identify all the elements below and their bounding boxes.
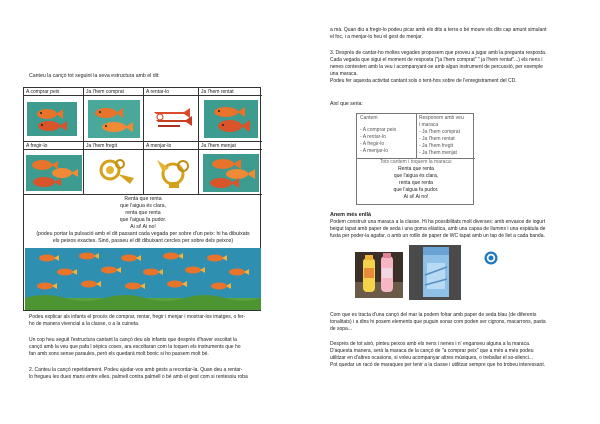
text-line: D'aquesta manera, serà la maraca de la cançó de "a comprar peix" que a més a més podeu [330,348,534,354]
verse-block [24,196,262,245]
note-line: els peixos exactes. Sinó, passeu el dit dibuixant cercles per sobre dels peixos) [52,238,234,244]
text-line: 3. Després de cantar-ho moltes vegades proposem que proveu a jugar amb la pregunta resposta. [330,50,547,56]
text-line: una maraca. [330,71,358,77]
paragraph-2 [29,367,275,381]
text-line: Després de tot això, pinteu peixos amb els nens i nenes i n' enganxeu alguna a la maraca. [330,341,531,347]
header-menjat: Ja l'hem menjat [199,142,262,150]
section-title: Anem més enllà [330,212,372,218]
text-line: de sopa... [330,326,352,332]
text-line: 2. Canteu la cançó repetidament. Podeu ajudar-vos amb gests a recordar-la. Quan deu a rentar- [29,367,243,373]
verse-line: Renta que renta [124,196,162,202]
paragraph-folrar [330,312,580,333]
paragraph-3 [330,50,580,85]
tots-head: Tots cantem i toquem la maraca: [379,159,453,165]
text-line: Podeu fer aquesta activitat cantant sols o tent-hos sobre de l'enregistrament del CD. [330,78,517,84]
verse-line: Ai si! Ai no! [130,224,156,230]
text-line: Un cop heu seguit l'estructura cantant la cançó deu als infants que després d'haver escoltat la [29,337,237,343]
sea-fish-illustration [25,248,261,310]
col-item: - Ja l'hem fregit [419,143,454,149]
verse-line: Renta que renta [398,166,434,172]
col-head: Cantem [360,115,378,121]
aixi-label: Així que seria: [330,101,363,107]
text-line: tonalitats) i a dins hi posem elements que puguin sonar com poden ser cigrons, macarrons, pasta [330,319,546,325]
fish-cell-3 [199,96,262,142]
text-line: Podem construir una maraca a la classe. Hi ha possibilitats molt diverses: amb envasos de iogurt [330,219,546,225]
verse-line: que l'aigua és clara, [393,173,439,179]
col-head: Responem amb veu [419,115,464,121]
text-line: cançó amb la veu que pafa l sèpics coses, ara escoltaran com la toquen els instruments que ho [29,344,241,350]
text-line: a mà. Quan diu a fregir-lo podeu picar amb els dits a terra o bé moure els dits cap amunt simulant [330,27,547,33]
text-line: ho de manera vivencial a la classe, o a la cuineta. [29,321,140,327]
fish-picture-2 [88,100,140,138]
text-line: Pot quedar un racó de maraques per tenir a la classe i utilitzar sempre que ho trobeu interessant. [330,362,546,368]
fish-cell-1 [24,96,84,142]
header-menjar: A menjar-lo [144,142,199,150]
song-structure-table [23,87,261,311]
fish-cell-5 [199,150,262,195]
text-line: el foc, i a menjar-lo heu el gest de menjar. [330,34,423,40]
fish-cell-2 [84,96,144,142]
header-rentar: A rentar-lo [144,88,199,96]
col-item: - Ja l'hem menjat [419,150,457,156]
tuba-picture [149,154,195,192]
call-response-table [356,113,474,205]
trombone-picture [150,104,194,134]
col-item: - Ja l'hem comprat [419,129,460,135]
col-responem [419,115,473,157]
verse-line: que l'aigua fa pudor. [393,187,439,193]
fish-picture-1 [27,102,77,136]
header-fregir: A fregir-lo [24,142,84,150]
text-line: beigut tapat amb paper de seda i una goma elàstica, amb una capsa de llumins i una espàtula de [330,226,546,232]
horn-picture [90,154,138,192]
col-item: - Ja l'hem rentat [419,136,455,142]
header-rentat: Ja l'hem rentat [199,88,262,96]
verse-line: renta que renta [125,210,161,216]
intro-text: Canteu la cançó tot seguint la seva estructura amb el dit: [29,73,160,79]
text-line: lo fregueu les dues mans entre elles, palmell contra palmell o bé amb el gest com si rentessiu roba [29,374,248,380]
paragraph-explicar [29,314,275,328]
text-line: Com que es tracta d'una cançó del mar la podem folrar amb paper de seda blau (de diferents [330,312,537,318]
paragraph-continued [330,27,580,41]
col-item: - A menjar-lo [360,148,389,154]
paragraph-maraca [330,219,580,240]
col-item: - A rentar-lo [360,134,386,140]
text-line: Cada vegada que sigui el moment de resposta ("ja l'hem comprat" " ja l'hem rentat"...) els nens i [330,57,543,63]
col-divider [416,114,417,158]
verse-line: que l'aigua és clara, [120,203,166,209]
verse-line: renta que renta [399,180,433,186]
fish-picture-3 [204,100,258,138]
header-comprar: A comprar peix [24,88,84,96]
col-item: - A fregir-lo [360,141,385,147]
col-cantem [360,115,416,155]
yogurt-bottles-photo [355,252,403,298]
paragraph-pinteu [330,341,580,369]
text-line: Podeu explicar als infants el procés de comprar, rentar, fregir i menjar i mostrar-los imatges, o fer- [29,314,246,320]
tots-block [357,159,475,201]
col-head: i maraca [419,122,439,128]
fish-picture-5 [203,154,259,192]
instrument-cell-3 [144,150,199,195]
instrument-cell-2 [84,150,144,195]
verse-line: que l'aigua fa pudor. [119,217,167,223]
header-comprat: Ja l'hem comprat [84,88,144,96]
text-line: nenes contesten amb la veu i acompanyant-se amb algun instrument de percussió, per exemple [330,64,543,70]
text-line: fan amb sons sense paraules, però els quedarà molt bonic si ho passem molt bé. [29,351,209,357]
header-fregit: Ja l'hem fregit [84,142,144,150]
fish-cell-4 [24,150,84,195]
text-line: utilitzar en d'altres ocasions, si voleu acompanyar altres músiques, o treballar el so-silenci... [330,355,533,361]
text-line: fusta per poder-la agafar, o amb un rotllo de paper de WC tapat amb un tap de llet a cada banda. [330,233,545,239]
note-line: (podeu portar la pulsació amb el dit passant cada vegada per sobre d'un peix: hi ha dibuixats [36,231,250,237]
paragraph-estructura [29,337,275,358]
cd-audio-icon[interactable] [484,251,498,265]
verse-line: Ai si! Ai no! [403,194,429,200]
instrument-cell-1 [144,96,199,142]
maraca-tube-photo [409,245,461,300]
fish-picture-4 [26,155,82,191]
col-item: - A comprar peix [360,127,397,133]
